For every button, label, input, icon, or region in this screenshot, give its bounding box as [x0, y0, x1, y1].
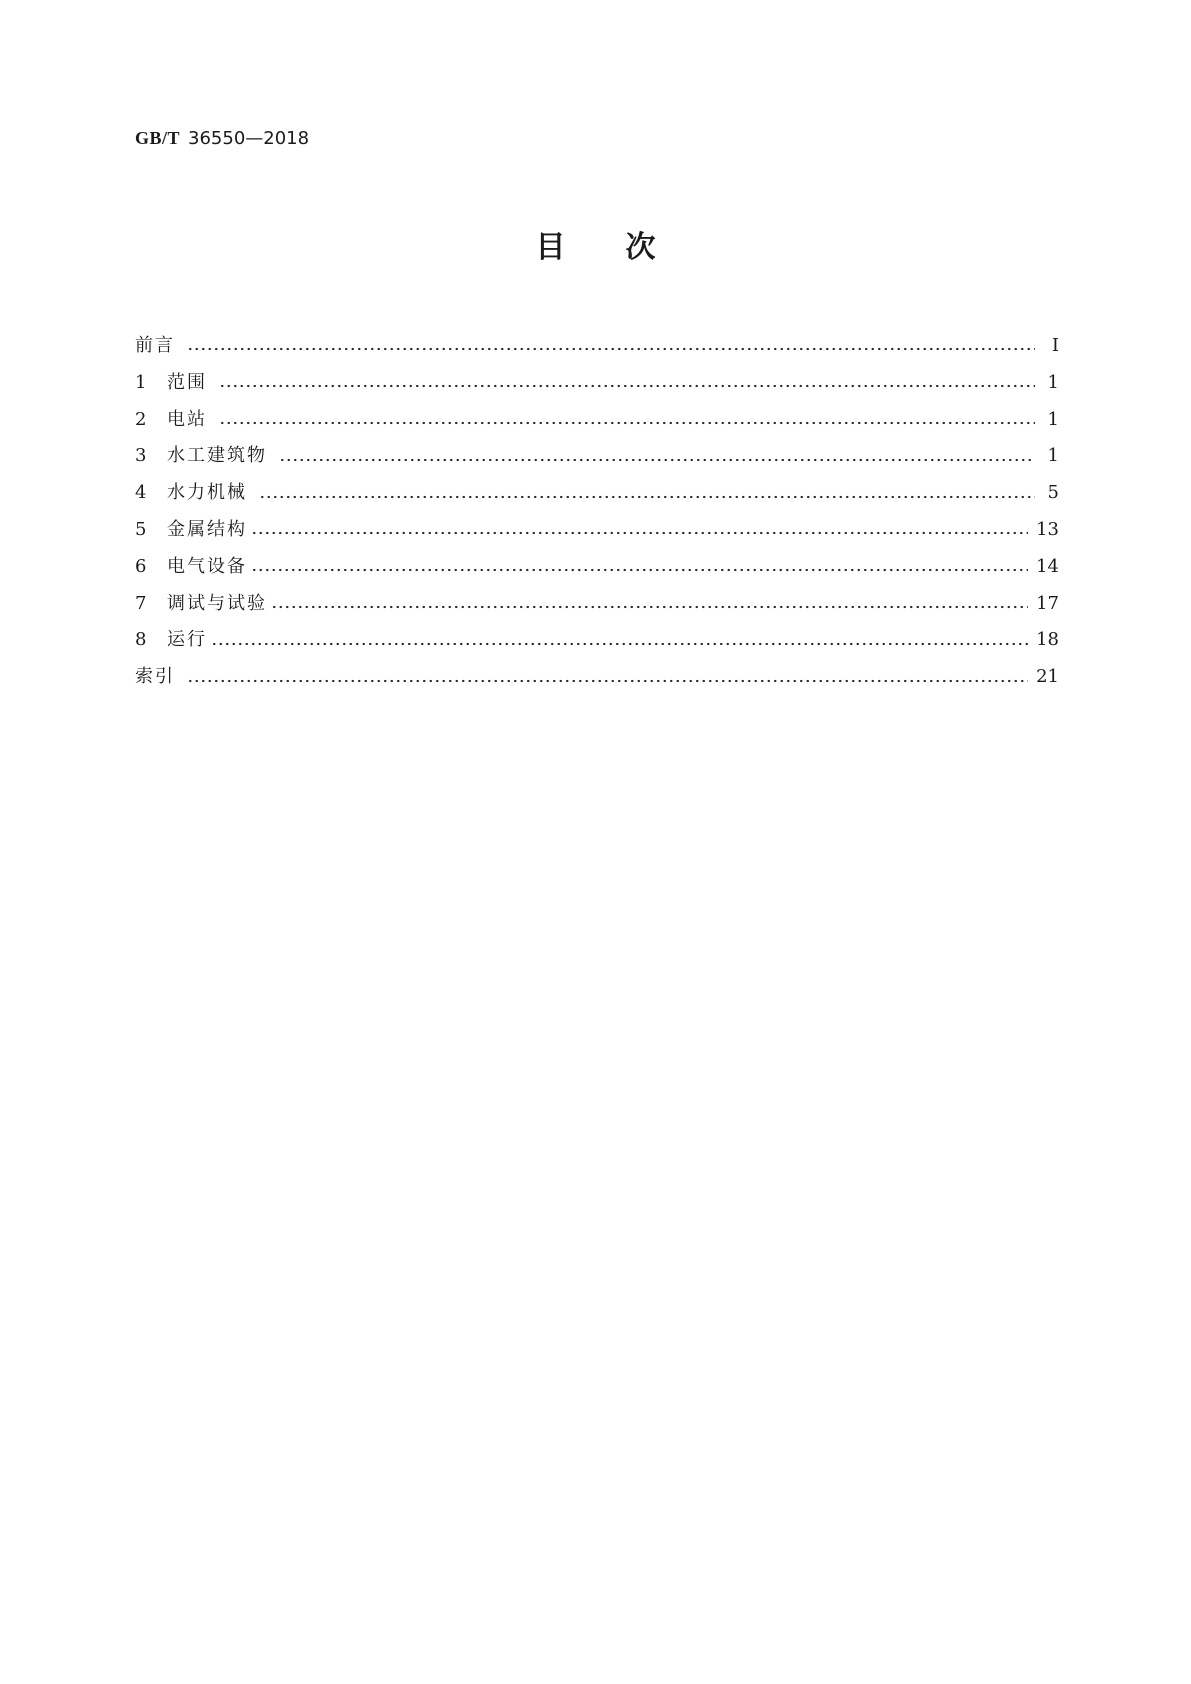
- toc-leader-dots: [187, 347, 1035, 351]
- toc-leader-dots: [187, 679, 1028, 683]
- toc-leader-dots: [259, 495, 1035, 499]
- toc-entry-label: 前言: [135, 335, 175, 356]
- toc-leader-dots: [219, 421, 1035, 425]
- toc-entry-number: 1: [135, 371, 147, 393]
- standard-code-prefix: GB/T: [135, 128, 181, 148]
- toc-leader-dots: [251, 531, 1028, 535]
- toc-entry-number: 5: [135, 518, 147, 540]
- toc-entry-page: 1: [1047, 371, 1059, 393]
- toc-entry-label: 索引: [135, 666, 175, 688]
- toc-leader-dots: [219, 384, 1035, 388]
- page-title-char-2: 次: [625, 230, 656, 265]
- toc-entry-label: 电站: [167, 408, 207, 430]
- toc-entry-number: 7: [135, 592, 147, 614]
- toc-entry-number: 6: [135, 555, 147, 577]
- toc-entry-label: 金属结构: [167, 518, 247, 540]
- toc-entry-label: 范围: [167, 371, 207, 393]
- toc-entry-commissioning-and-testing[interactable]: [135, 586, 1059, 623]
- toc-entry-hydraulic-structures[interactable]: [135, 438, 1059, 475]
- toc-entry-number: 2: [135, 408, 147, 430]
- toc-entry-label: 水工建筑物: [167, 445, 267, 467]
- toc-entry-page: 21: [1036, 666, 1059, 688]
- toc-entry-number: 8: [135, 629, 147, 651]
- toc-entry-number: 3: [135, 445, 147, 467]
- toc-entry-page: 13: [1036, 518, 1059, 540]
- standard-code: [135, 126, 309, 151]
- toc-entry-hydraulic-machinery[interactable]: [135, 475, 1059, 512]
- toc-leader-dots: [279, 458, 1035, 462]
- toc-entry-page: 18: [1036, 629, 1059, 651]
- toc-entry-label: 运行: [167, 629, 207, 651]
- toc-leader-dots: [271, 605, 1028, 609]
- toc-entry-page: Ⅰ: [1051, 335, 1059, 356]
- toc-entry-number: 4: [135, 482, 147, 504]
- toc-leader-dots: [251, 568, 1028, 572]
- toc-entry-page: 1: [1047, 445, 1059, 467]
- table-of-contents: [135, 328, 1059, 696]
- toc-entry-label: 调试与试验: [167, 592, 267, 614]
- toc-entry-page: 5: [1047, 482, 1059, 504]
- toc-entry-page: 1: [1047, 408, 1059, 430]
- standard-code-number: 36550—2018: [188, 128, 310, 149]
- toc-entry-foreword[interactable]: [135, 328, 1059, 365]
- page-title: [0, 228, 1191, 268]
- toc-entry-metal-structures[interactable]: [135, 512, 1059, 549]
- toc-entry-index[interactable]: [135, 659, 1059, 696]
- toc-entry-electrical-equipment[interactable]: [135, 549, 1059, 586]
- toc-entry-scope[interactable]: [135, 365, 1059, 402]
- page-title-char-1: 目: [535, 230, 566, 265]
- toc-leader-dots: [211, 642, 1028, 646]
- toc-entry-power-station[interactable]: [135, 402, 1059, 439]
- toc-entry-label: 电气设备: [167, 555, 247, 577]
- toc-entry-label: 水力机械: [167, 482, 247, 504]
- toc-entry-page: 14: [1036, 555, 1059, 577]
- toc-entry-page: 17: [1036, 592, 1059, 614]
- toc-entry-operation[interactable]: [135, 622, 1059, 659]
